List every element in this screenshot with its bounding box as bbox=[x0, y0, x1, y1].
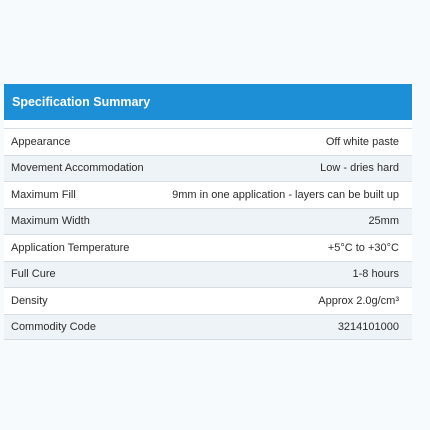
spec-label: Density bbox=[11, 294, 48, 307]
spec-row-commodity-code bbox=[4, 314, 412, 341]
spec-row-density bbox=[4, 287, 412, 314]
specification-summary-card bbox=[4, 84, 412, 340]
spec-label: Application Temperature bbox=[11, 241, 130, 254]
spec-value: 1-8 hours bbox=[352, 268, 399, 281]
spec-label: Full Cure bbox=[11, 268, 56, 281]
spec-summary-header: Specification Summary bbox=[4, 84, 412, 120]
spec-label: Maximum Fill bbox=[11, 188, 76, 201]
spec-label: Commodity Code bbox=[11, 320, 96, 333]
spec-row-full-cure bbox=[4, 261, 412, 288]
spec-label: Maximum Width bbox=[11, 215, 90, 228]
spec-row-appearance bbox=[4, 128, 412, 155]
spec-value: 3214101000 bbox=[337, 320, 399, 333]
spec-table bbox=[4, 128, 412, 340]
spec-value: Approx 2.0g/cm³ bbox=[318, 294, 399, 307]
spec-label: Movement Accommodation bbox=[11, 162, 144, 175]
spec-row-maximum-fill bbox=[4, 181, 412, 208]
spec-row-maximum-width bbox=[4, 208, 412, 235]
spec-label: Appearance bbox=[11, 135, 71, 148]
spec-value: 9mm in one application - layers can be built up bbox=[172, 188, 399, 201]
spec-value: Off white paste bbox=[325, 135, 399, 148]
spec-value: 25mm bbox=[368, 215, 399, 228]
spec-row-movement-accommodation bbox=[4, 155, 412, 182]
spec-row-application-temperature bbox=[4, 234, 412, 261]
spec-value: +5°C to +30°C bbox=[327, 241, 399, 254]
spec-value: Low - dries hard bbox=[320, 162, 399, 175]
